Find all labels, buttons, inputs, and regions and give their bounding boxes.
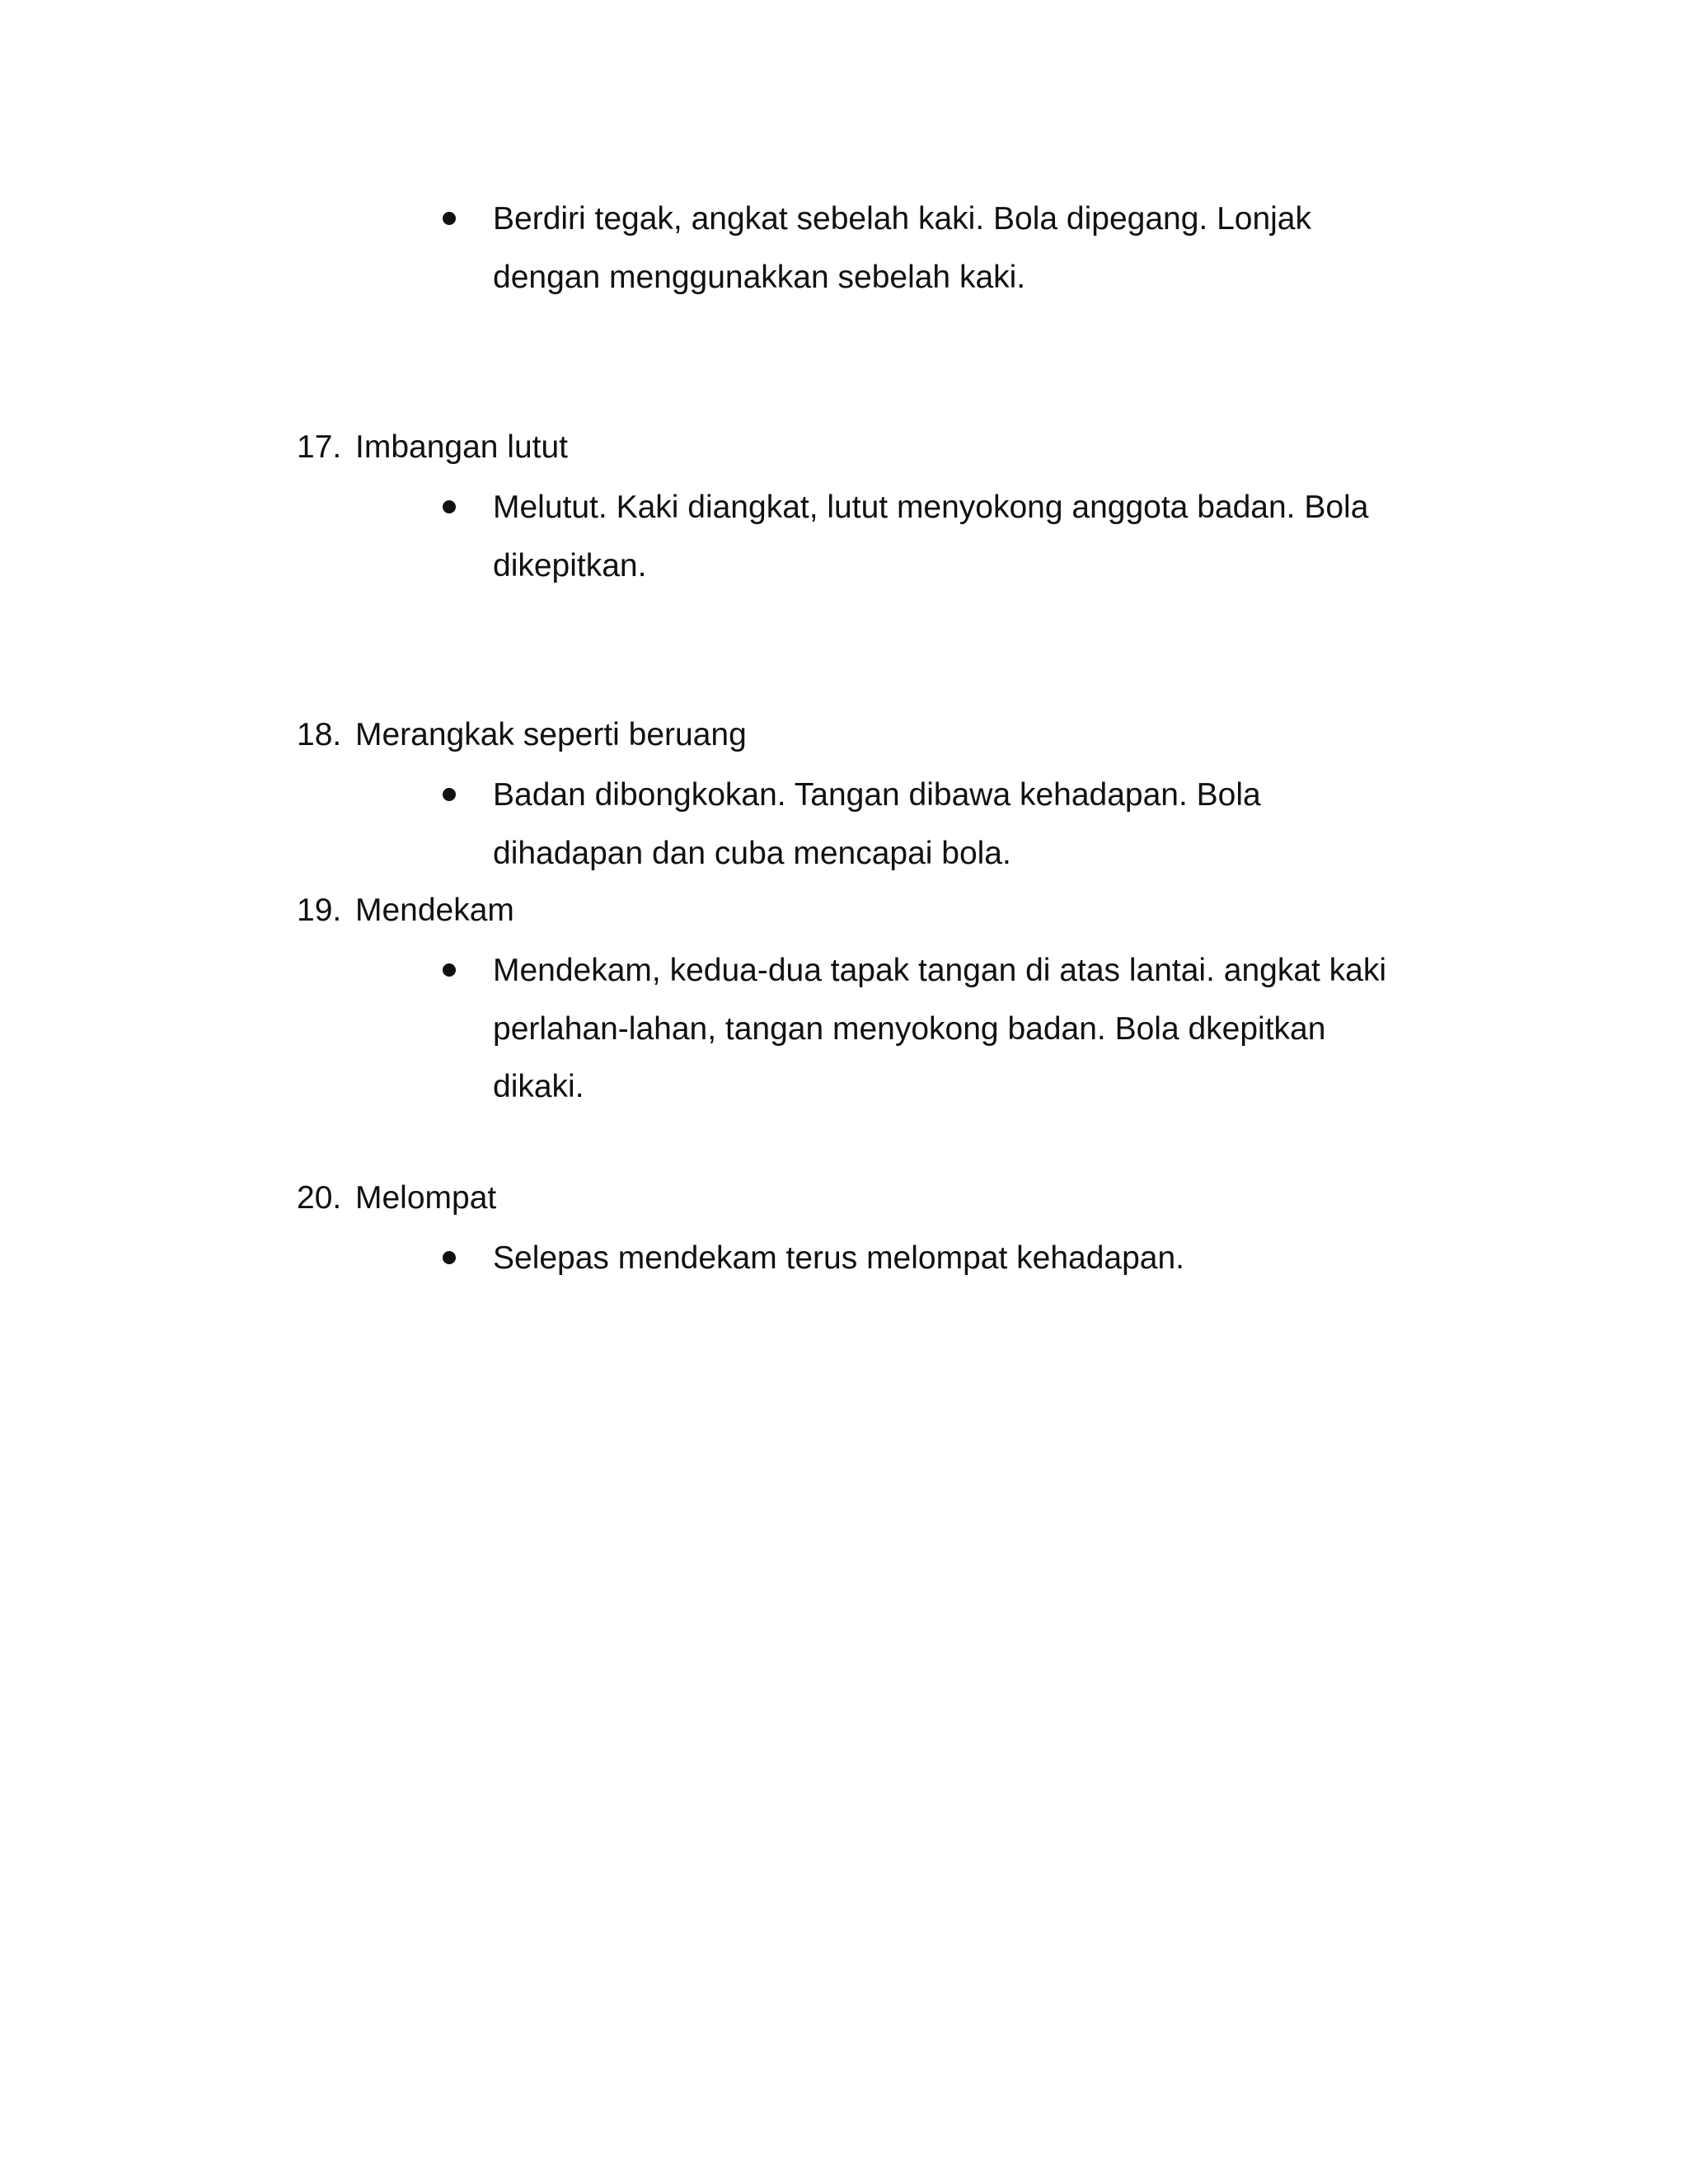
bullet-dot xyxy=(443,963,456,977)
item-heading: Melompat xyxy=(355,1180,497,1216)
bullet-text-line: perlahan-lahan, tangan menyokong badan. Bola dkepitkan xyxy=(493,1011,1326,1047)
item-heading: Mendekam xyxy=(355,893,514,928)
item-number: 17. xyxy=(297,429,342,465)
bullet-text-line: Badan dibongkokan. Tangan dibawa kehadapan. Bola xyxy=(493,777,1261,813)
bullet-text-line: Selepas mendekam terus melompat kehadapan. xyxy=(493,1240,1184,1276)
bullet-text-line: dikepitkan. xyxy=(493,548,647,583)
bullet-text-line: Mendekam, kedua-dua tapak tangan di atas lantai. angkat kaki xyxy=(493,953,1387,988)
item-number: 20. xyxy=(297,1180,342,1216)
item-heading: Merangkak seperti beruang xyxy=(355,717,747,752)
bullet-text-line: dihadapan dan cuba mencapai bola. xyxy=(493,836,1011,871)
bullet-dot xyxy=(443,212,456,225)
bullet-dot xyxy=(443,500,456,513)
item-number: 19. xyxy=(297,893,342,928)
item-heading: Imbangan lutut xyxy=(355,429,569,465)
item-number: 18. xyxy=(297,717,342,752)
bullet-text-line: dengan menggunakkan sebelah kaki. xyxy=(493,260,1026,295)
bullet-text-line: Melutut. Kaki diangkat, lutut menyokong anggota badan. Bola xyxy=(493,490,1369,525)
bullet-text-line: dikaki. xyxy=(493,1069,584,1104)
bullet-dot xyxy=(443,1251,456,1264)
bullet-text-line: Berdiri tegak, angkat sebelah kaki. Bola dipegang. Lonjak xyxy=(493,201,1311,237)
bullet-dot xyxy=(443,788,456,801)
